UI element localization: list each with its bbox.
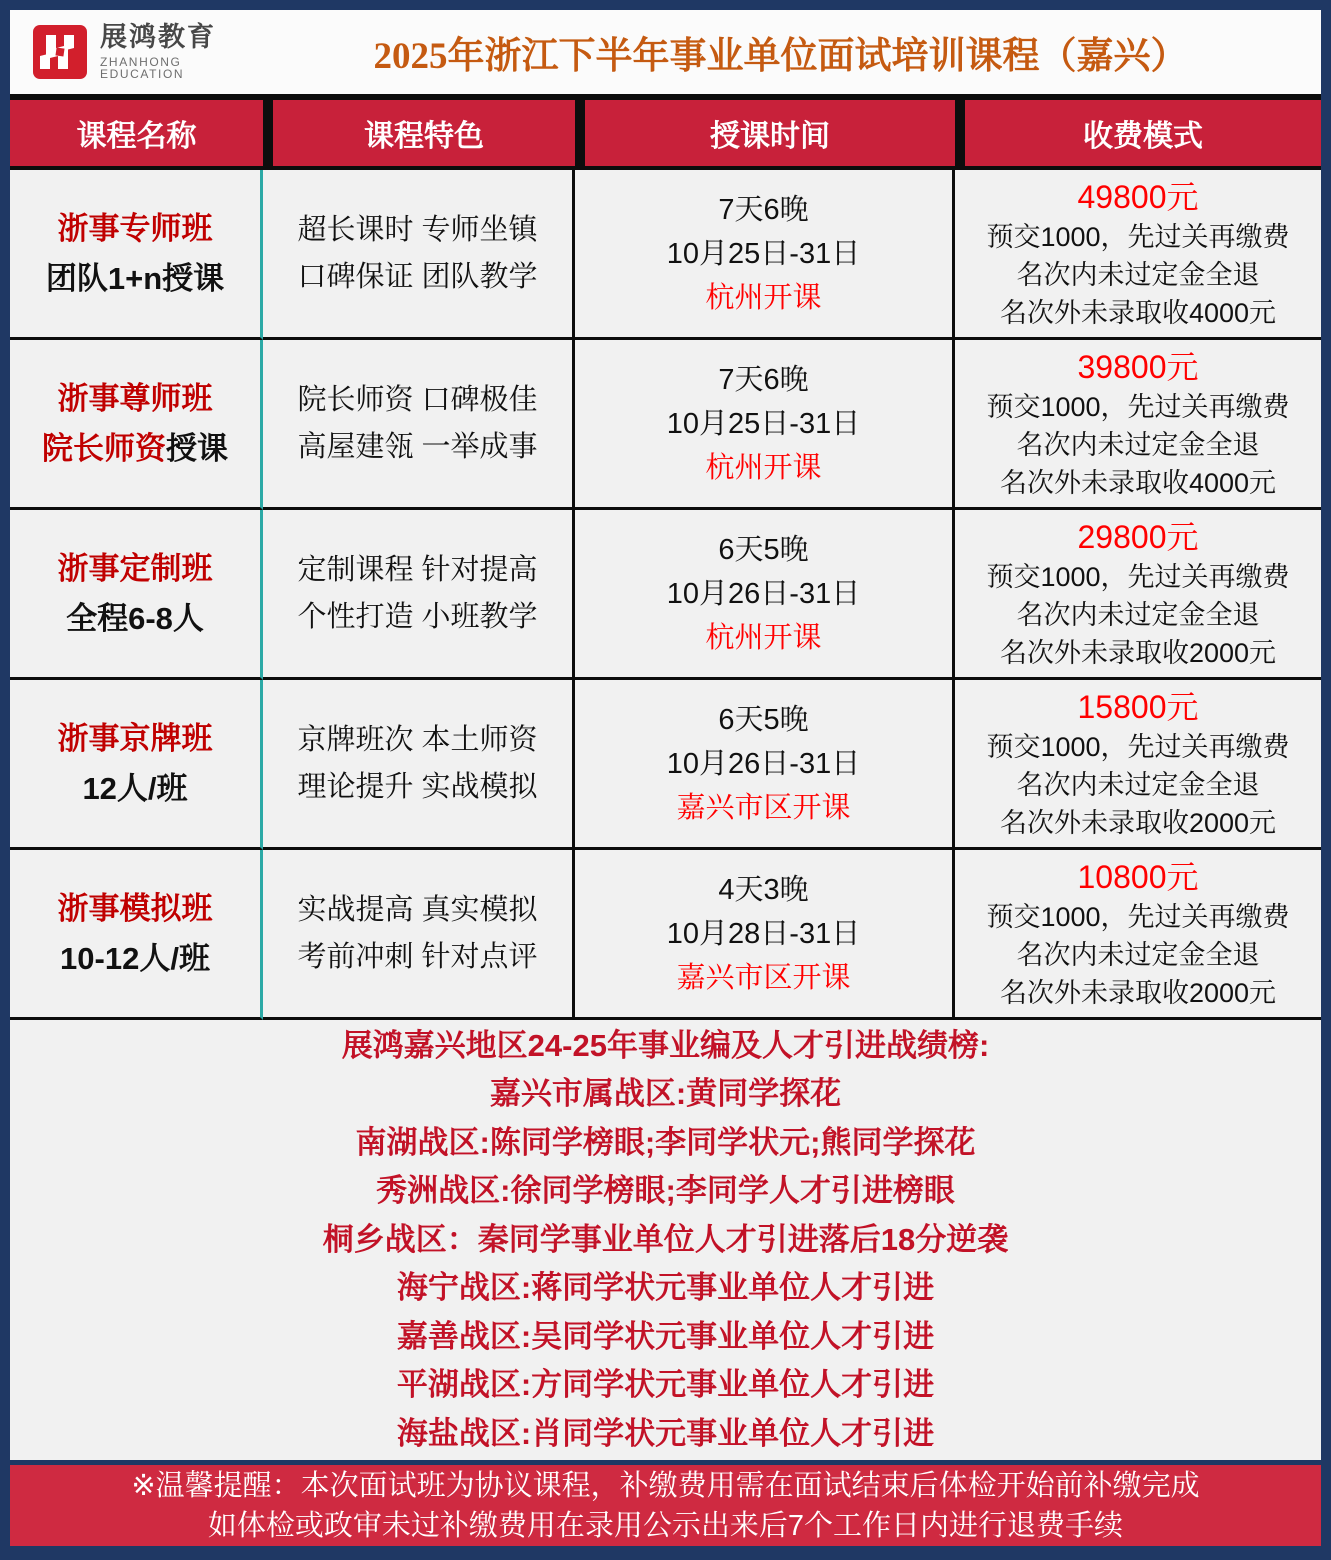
brand-logo (10, 23, 270, 81)
fee-detail-line: 预交1000，先过关再缴费 (986, 901, 1290, 932)
course-name-line2 (46, 254, 224, 304)
feature-line: 定制课程 针对提高 (297, 553, 538, 586)
brand-name-cn: 展鸿教育 (100, 22, 216, 53)
fee-detail-line: 名次外未录取收2000元 (999, 977, 1277, 1008)
course-name-line2-black: 团队1+n授课 (45, 260, 225, 296)
course-name-cell (10, 510, 263, 680)
course-name-line1: 浙事京牌班 (57, 720, 213, 756)
class-time-cell (575, 680, 955, 850)
course-name-line1: 浙事专师班 (57, 210, 213, 246)
time-location: 杭州开课 (705, 451, 822, 484)
fee-detail-line: 名次外未录取收2000元 (999, 807, 1277, 838)
course-name-line2-black: 12人/班 (82, 770, 188, 806)
time-dates: 10月26日-31日 (666, 577, 861, 610)
achievement-line: 嘉兴市属战区:黄同学探花 (489, 1076, 842, 1112)
table-row (10, 850, 1321, 1020)
fee-detail-line: 预交1000，先过关再缴费 (986, 731, 1290, 762)
page-title: 2025年浙江下半年事业单位面试培训课程（嘉兴） (373, 36, 1188, 77)
achievement-line: 平湖战区:方同学状元事业单位人才引进 (396, 1367, 935, 1403)
course-price: 49800元 (1077, 178, 1199, 215)
time-location: 嘉兴市区开课 (676, 791, 851, 824)
course-name-cell (10, 680, 263, 850)
course-name-line2 (42, 424, 228, 474)
feature-line: 个性打造 小班教学 (297, 600, 538, 633)
course-name-cell (10, 850, 263, 1020)
achievement-line: 嘉善战区:吴同学状元事业单位人才引进 (396, 1318, 935, 1354)
time-dates: 10月26日-31日 (666, 747, 861, 780)
achievement-board (10, 1020, 1321, 1460)
time-duration: 7天6晚 (718, 363, 809, 396)
table-row (10, 680, 1321, 850)
achievement-line: 海宁战区:蒋同学状元事业单位人才引进 (396, 1270, 935, 1306)
time-duration: 7天6晚 (718, 193, 809, 226)
class-time-cell (575, 510, 955, 680)
time-location: 杭州开课 (705, 621, 822, 654)
course-name-line1: 浙事尊师班 (57, 380, 213, 416)
feature-line: 京牌班次 本土师资 (297, 723, 538, 756)
table-row (10, 340, 1321, 510)
time-dates: 10月25日-31日 (666, 237, 861, 270)
zhanhong-logo-icon (32, 24, 88, 80)
fee-model-cell (955, 170, 1321, 340)
course-features-cell (263, 680, 575, 850)
fee-detail-line: 名次内未过定金全退 (1016, 939, 1260, 970)
table-row (10, 170, 1321, 340)
feature-line: 超长课时 专师坐镇 (297, 213, 538, 246)
reminder-line: 如体检或政审未过补缴费用在录用公示出来后7个工作日内进行退费手续 (207, 1509, 1124, 1542)
fee-detail-line: 名次外未录取收2000元 (999, 637, 1277, 668)
fee-detail-line: 预交1000，先过关再缴费 (986, 391, 1290, 422)
time-dates: 10月25日-31日 (666, 407, 861, 440)
column-header-course-name: 课程名称 (10, 100, 263, 166)
course-name-line2-black: 授课 (166, 430, 228, 466)
class-time-cell (575, 340, 955, 510)
fee-detail-line: 名次外未录取收4000元 (999, 297, 1277, 328)
class-time-cell (575, 170, 955, 340)
fee-model-cell (955, 850, 1321, 1020)
time-duration: 4天3晚 (718, 873, 809, 906)
brand-text (100, 23, 270, 81)
course-features-cell (263, 510, 575, 680)
achievement-line: 海盐战区:肖同学状元事业单位人才引进 (396, 1415, 935, 1451)
achievement-title: 展鸿嘉兴地区24-25年事业编及人才引进战绩榜: (341, 1027, 990, 1063)
achievement-line: 秀洲战区:徐同学榜眼;李同学人才引进榜眼 (376, 1173, 955, 1209)
course-price: 29800元 (1077, 518, 1199, 555)
fee-model-cell (955, 680, 1321, 850)
feature-line: 实战提高 真实模拟 (297, 893, 538, 926)
achievement-line: 桐乡战区：秦同学事业单位人才引进落后18分逆袭 (322, 1221, 1009, 1257)
course-name-line2-red: 院长师资 (42, 430, 166, 466)
course-name-line1: 浙事定制班 (57, 550, 213, 586)
achievement-line: 南湖战区:陈同学榜眼;李同学状元;熊同学探花 (355, 1124, 976, 1160)
feature-line: 高屋建瓴 一举成事 (297, 430, 538, 463)
fee-detail-line: 预交1000，先过关再缴费 (986, 561, 1290, 592)
fee-detail-line: 名次内未过定金全退 (1016, 259, 1260, 290)
time-duration: 6天5晚 (718, 533, 809, 566)
course-features-cell (263, 340, 575, 510)
course-name-line2-black: 10-12人/班 (60, 940, 210, 976)
course-price: 39800元 (1077, 348, 1199, 385)
course-price: 10800元 (1077, 858, 1199, 895)
class-time-cell (575, 850, 955, 1020)
course-name-cell (10, 170, 263, 340)
course-name-line2 (66, 594, 204, 644)
course-features-cell (263, 170, 575, 340)
feature-line: 口碑保证 团队教学 (297, 260, 538, 293)
table-row (10, 510, 1321, 680)
feature-line: 院长师资 口碑极佳 (297, 383, 538, 416)
fee-detail-line: 名次内未过定金全退 (1016, 769, 1260, 800)
time-location: 嘉兴市区开课 (676, 961, 851, 994)
course-name-cell (10, 340, 263, 510)
course-price: 15800元 (1077, 688, 1199, 725)
fee-detail-line: 预交1000，先过关再缴费 (986, 221, 1290, 252)
feature-line: 考前冲刺 针对点评 (297, 940, 538, 973)
fee-detail-line: 名次外未录取收4000元 (999, 467, 1277, 498)
reminder-footer (10, 1460, 1321, 1546)
brand-name-en: ZHANHONG EDUCATION (100, 54, 185, 82)
table-header-row (10, 100, 1321, 170)
fee-model-cell (955, 340, 1321, 510)
fee-detail-line: 名次内未过定金全退 (1016, 429, 1260, 460)
fee-detail-line: 名次内未过定金全退 (1016, 599, 1260, 630)
time-location: 杭州开课 (705, 281, 822, 314)
column-header-course-features: 课程特色 (263, 100, 575, 166)
column-header-fee-model: 收费模式 (955, 100, 1321, 166)
course-features-cell (263, 850, 575, 1020)
reminder-line: ※温馨提醒：本次面试班为协议课程，补缴费用需在面试结束后体检开始前补缴完成 (131, 1469, 1200, 1502)
fee-model-cell (955, 510, 1321, 680)
course-name-line1: 浙事模拟班 (57, 890, 213, 926)
feature-line: 理论提升 实战模拟 (297, 770, 538, 803)
header-banner (10, 10, 1321, 94)
course-name-line2 (60, 934, 210, 984)
course-name-line2 (82, 764, 187, 814)
column-header-class-time: 授课时间 (575, 100, 955, 166)
course-name-line2-black: 全程6-8人 (66, 600, 204, 636)
time-duration: 6天5晚 (718, 703, 809, 736)
course-table-body (10, 170, 1321, 1020)
time-dates: 10月28日-31日 (666, 917, 861, 950)
